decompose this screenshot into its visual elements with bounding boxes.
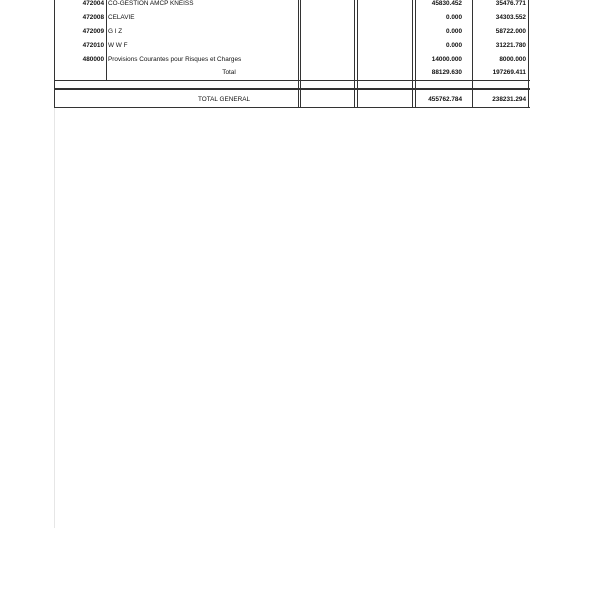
balance-table [54,0,530,112]
value-col2: 8000.000 [499,56,526,63]
grand-total-row [54,94,530,106]
scan-edge-line [54,108,55,528]
account-code: 472004 [82,0,104,7]
value-col1: 0.000 [446,28,462,35]
grand-total-top-rule [54,88,530,90]
subtotal-value-col1: 88129.630 [431,69,462,76]
grand-total-bottom-rule [54,107,530,108]
table-row [54,26,530,38]
value-col1: 0.000 [446,14,462,21]
value-col2: 34303.552 [495,14,526,21]
account-code: 472008 [82,14,104,21]
subtotal-row [54,67,530,79]
value-col1: 14000.000 [431,56,462,63]
account-code: 480000 [82,56,104,63]
account-code: 472010 [82,42,104,49]
value-col2: 31221.780 [495,42,526,49]
subtotal-value-col2: 197269.411 [492,69,526,76]
table-row [54,12,530,24]
account-label: W W F [108,42,128,49]
account-label: G I Z [108,28,123,35]
value-col2: 58722.000 [495,28,526,35]
value-col1: 0.000 [446,42,462,49]
account-code: 472009 [82,28,104,35]
account-label: Provisions Courantes pour Risques et Charges [108,56,242,63]
grand-total-label: TOTAL GENERAL [197,96,251,103]
table-row [54,54,530,66]
subtotal-label: Total [222,69,236,76]
table-row [54,0,530,10]
value-col1: 45830.452 [431,0,462,7]
grand-total-value-col2: 238231.294 [492,96,526,103]
grand-total-value-col1: 455762.784 [428,96,462,103]
subtotal-bottom-rule [54,80,530,81]
table-row [54,40,530,52]
value-col2: 35476.771 [495,0,526,7]
account-label: CELAVIE [108,14,135,21]
account-label: CO-GESTION AMCP KNEISS [108,0,194,7]
